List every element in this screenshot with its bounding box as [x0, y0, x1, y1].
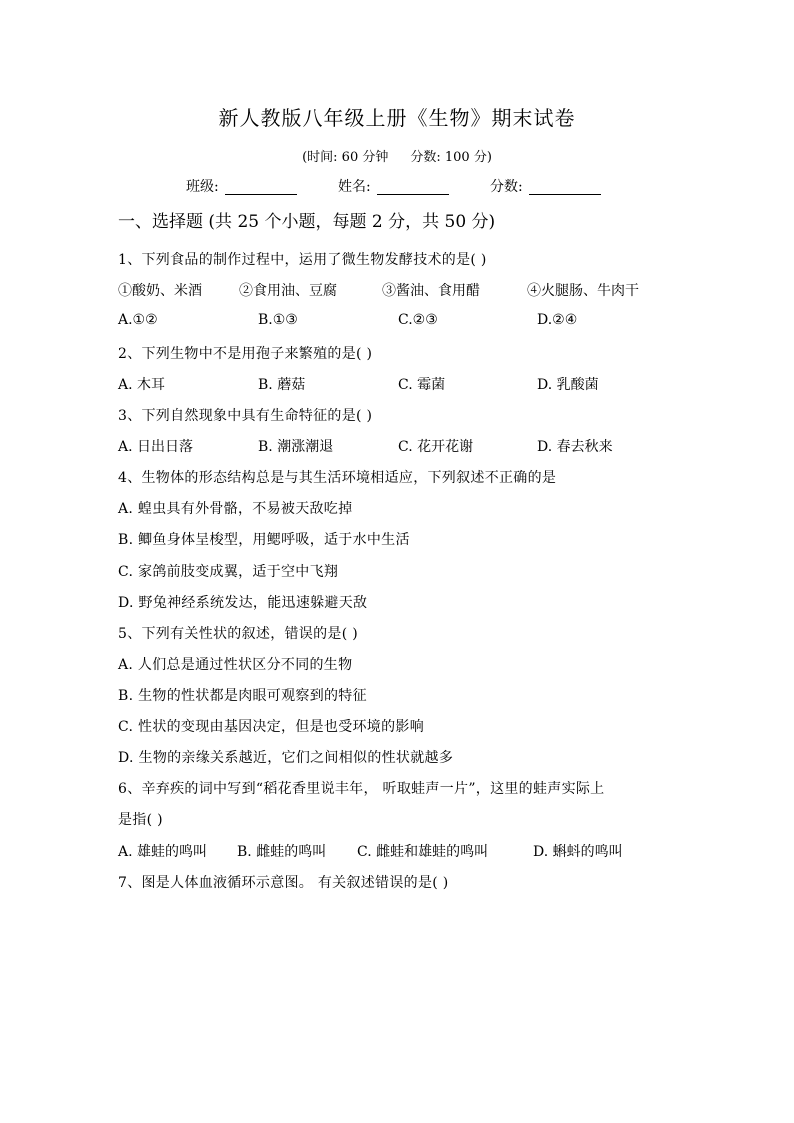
q3-option-a: A. 日出日落	[118, 439, 194, 455]
q7-stem: 7、图是人体血液循环示意图。 有关叙述错误的是( )	[118, 875, 449, 891]
q1-option-c: C.②③	[398, 312, 438, 328]
class-label: 班级:	[186, 179, 219, 195]
q5-option-c: C. 性状的变现由基因决定，但是也受环境的影响	[118, 719, 425, 735]
q6-stem-line1: 6、辛弃疾的词中写到“稻花香里说丰年， 听取蛙声一片”，这里的蛙声实际上	[118, 781, 605, 797]
name-field	[338, 176, 449, 196]
q2-option-c: C. 霉菌	[398, 377, 446, 393]
exam-meta	[0, 146, 794, 165]
q6-stem-line2: 是指( )	[118, 812, 163, 828]
q1-option-b: B.①③	[258, 312, 298, 328]
q4-option-b: B. 鲫鱼身体呈梭型，用鳃呼吸，适于水中生活	[118, 532, 410, 548]
grade-blank	[529, 178, 601, 195]
grade-field	[490, 176, 601, 196]
q6-option-a: A. 雄蛙的鸣叫	[118, 844, 208, 860]
q1-item-4: ④火腿肠、牛肉干	[527, 283, 639, 299]
class-blank	[225, 178, 297, 195]
time-label: (时间: 60 分钟	[302, 150, 389, 165]
q1-stem: 1、下列食品的制作过程中，运用了微生物发酵技术的是( )	[118, 252, 487, 268]
q1-option-d: D.②④	[537, 312, 578, 328]
q5-option-b: B. 生物的性状都是肉眼可观察到的特征	[118, 688, 367, 704]
q3-option-b: B. 潮涨潮退	[258, 439, 334, 455]
q2-stem: 2、下列生物中不是用孢子来繁殖的是( )	[118, 346, 373, 362]
q5-option-a: A. 人们总是通过性状区分不同的生物	[118, 657, 353, 673]
class-field	[186, 176, 297, 196]
q4-stem: 4、生物体的形态结构总是与其生活环境相适应，下列叙述不正确的是	[118, 470, 557, 486]
q2-option-b: B. 蘑菇	[258, 377, 306, 393]
q1-item-3: ③酱油、食用醋	[382, 283, 480, 299]
q6-option-c: C. 雌蛙和雄蛙的鸣叫	[357, 844, 489, 860]
page-title: 新人教版八年级上册《生物》期末试卷	[218, 106, 576, 130]
q2-option-d: D. 乳酸菌	[537, 377, 599, 393]
q6-option-b: B. 雌蛙的鸣叫	[237, 844, 327, 860]
q2-option-a: A. 木耳	[118, 377, 166, 393]
q1-item-1: ①酸奶、米酒	[118, 283, 202, 299]
q6-option-d: D. 蝌蚪的鸣叫	[533, 844, 623, 860]
score-label: 分数: 100 分)	[410, 150, 492, 165]
q3-option-c: C. 花开花谢	[398, 439, 474, 455]
q3-stem: 3、下列自然现象中具有生命特征的是( )	[118, 408, 373, 424]
q5-option-d: D. 生物的亲缘关系越近，它们之间相似的性状就越多	[118, 750, 454, 766]
name-label: 姓名:	[338, 179, 371, 195]
q5-stem: 5、下列有关性状的叙述，错误的是( )	[118, 626, 358, 642]
q4-option-c: C. 家鸽前肢变成翼，适于空中飞翔	[118, 564, 339, 580]
q4-option-a: A. 蝗虫具有外骨骼，不易被天敌吃掉	[118, 501, 353, 517]
name-blank	[377, 178, 449, 195]
q1-item-2: ②食用油、豆腐	[239, 283, 337, 299]
q4-option-d: D. 野兔神经系统发达，能迅速躲避天敌	[118, 595, 368, 611]
q3-option-d: D. 春去秋来	[537, 439, 613, 455]
section-title: 一、选择题 (共 25 个小题，每题 2 分，共 50 分)	[118, 212, 496, 232]
grade-label: 分数:	[490, 179, 523, 195]
q1-option-a: A.①②	[118, 312, 158, 328]
